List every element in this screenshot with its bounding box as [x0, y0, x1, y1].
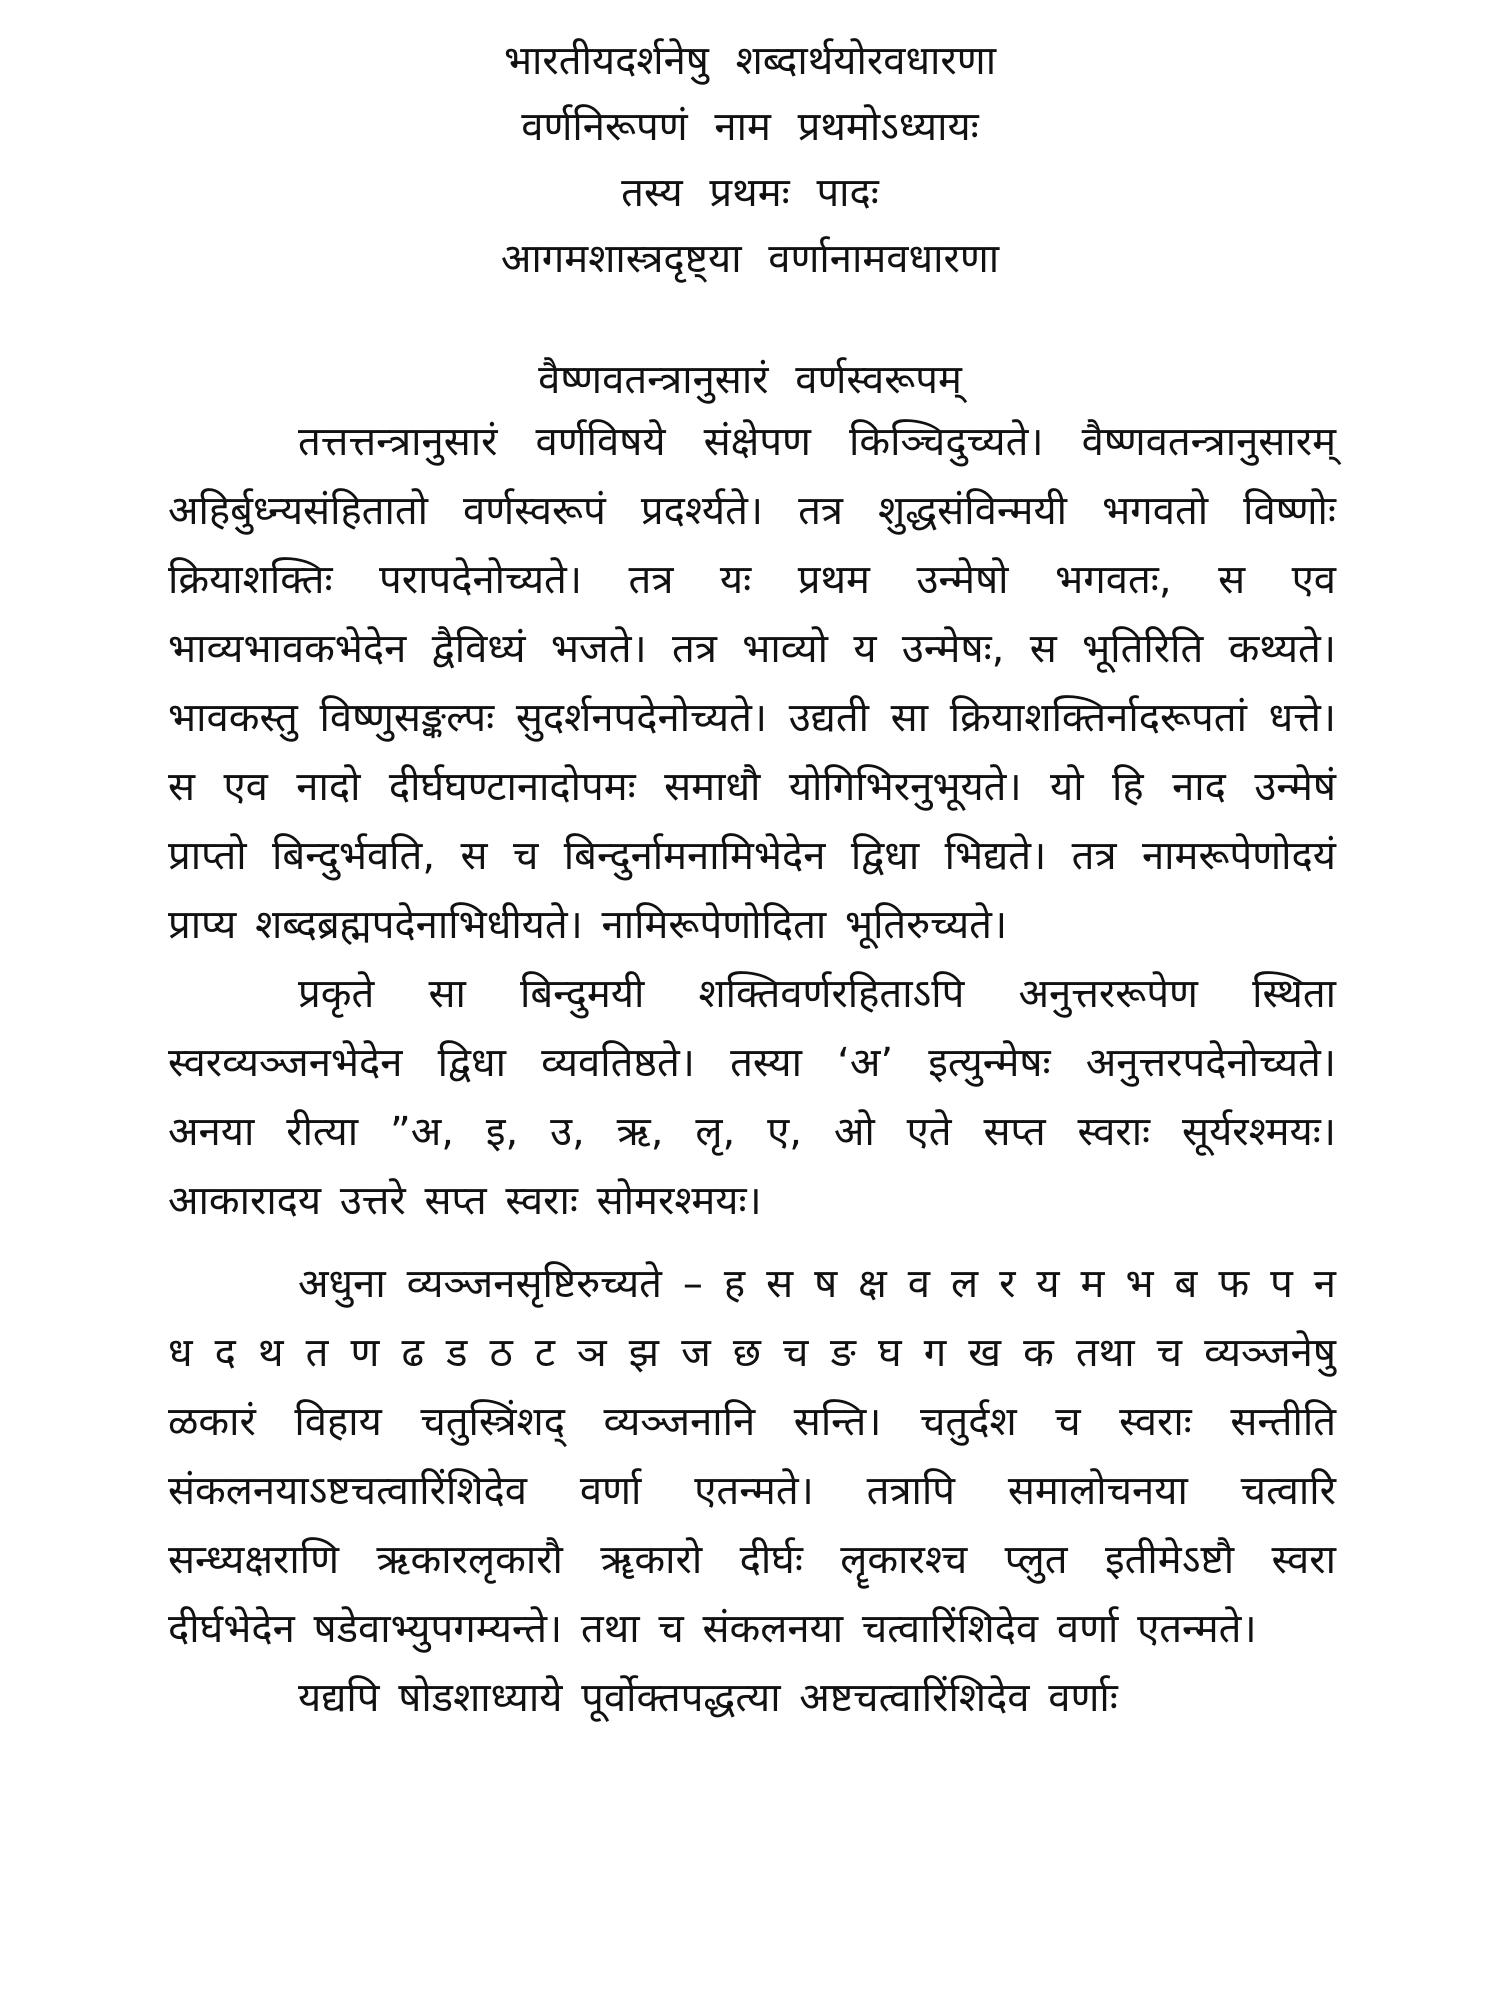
paragraph-4: यद्यपि षोडशाध्याये पूर्वोक्तपद्धत्या अष्टचत्वारिंशिदेव वर्णाः	[298, 1675, 1118, 1721]
chapter-heading	[0, 28, 1500, 292]
paragraph-2: प्रकृते सा बिन्दुमयी शक्तिवर्णरहिताऽपि अनुत्तररूपेण स्थिता स्वरव्यञ्जनभेदेन द्विधा व्यवतिष्ठते। तस्या ‘अ’ इत्युन्मेषः अनुत्तरपदेनोच्यते। अनया रीत्या ”अ, इ, उ, ऋ, लृ, ए, ओ एते सप्त स्वराः सूर्यरश्मयः। आकारादय उत्तरे सप्त स्वराः सोमरश्मयः।	[168, 971, 1336, 1224]
section-subject-title: आगमशास्त्रदृष्ट्या वर्णानामवधारणा	[500, 236, 1000, 282]
body-text	[168, 408, 1336, 1733]
pada-title: तस्य प्रथमः पादः	[621, 170, 879, 216]
section-title: वैष्णवतन्त्रानुसारं वर्णस्वरूपम्	[538, 357, 962, 403]
book-title: भारतीयदर्शनेषु शब्दार्थयोरवधारणा	[503, 38, 997, 84]
paragraph-1: तत्तत्तन्त्रानुसारं वर्णविषये संक्षेपण किञ्चिदुच्यते। वैष्णवतन्त्रानुसारम् अहिर्बुध्न्यसंहितातो वर्णस्वरूपं प्रदर्श्यते। तत्र शुद्धसंविन्मयी भगवतो विष्णोः क्रियाशक्तिः परापदेनोच्यते। तत्र यः प्रथम उन्मेषो भगवतः, स एव भाव्यभावकभेदेन द्वैविध्यं भजते। तत्र भाव्यो य उन्मेषः, स भूतिरिति कथ्यते। भावकस्तु विष्णुसङ्कल्पः सुदर्शनपदेनोच्यते। उद्यती सा क्रियाशक्तिर्नादरूपतां धत्ते। स एव नादो दीर्घघण्टानादोपमः समाधौ योगिभिरनुभूयते। यो हि नाद उन्मेषं प्राप्तो बिन्दुर्भवति, स च बिन्दुर्नामनामिभेदेन द्विधा भिद्यते। तत्र नामरूपेणोदयं प्राप्य शब्दब्रह्मपदेनाभिधीयते। नामिरूपेणोदिता भूतिरुच्यते।	[168, 419, 1336, 948]
chapter-title: वर्णनिरूपणं नाम प्रथमोऽध्यायः	[521, 104, 979, 150]
paragraph-3: अधुना व्यञ्जनसृष्टिरुच्यते – ह स ष क्ष व ल र य म भ ब फ प न ध द थ त ण ढ ड ठ ट ञ झ ज छ च ङ घ ग ख क तथा च व्यञ्जनेषु ळकारं विहाय चतुस्त्रिंशद् व्यञ्जनानि सन्ति। चतुर्दश च स्वराः सन्तीति संकलनयाऽष्टचत्वारिंशिदेव वर्णा एतन्मते। तत्रापि समालोचनया चत्वारि सन्ध्यक्षराणि ऋकारलृकारौ ॠकारो दीर्घः लॄकारश्च प्लुत इतीमेऽष्टौ स्वरा दीर्घभेदेन षडेवाभ्युपगम्यन्ते। तथा च संकलनया चत्वारिंशिदेव वर्णा एतन्मते।	[168, 1261, 1336, 1652]
